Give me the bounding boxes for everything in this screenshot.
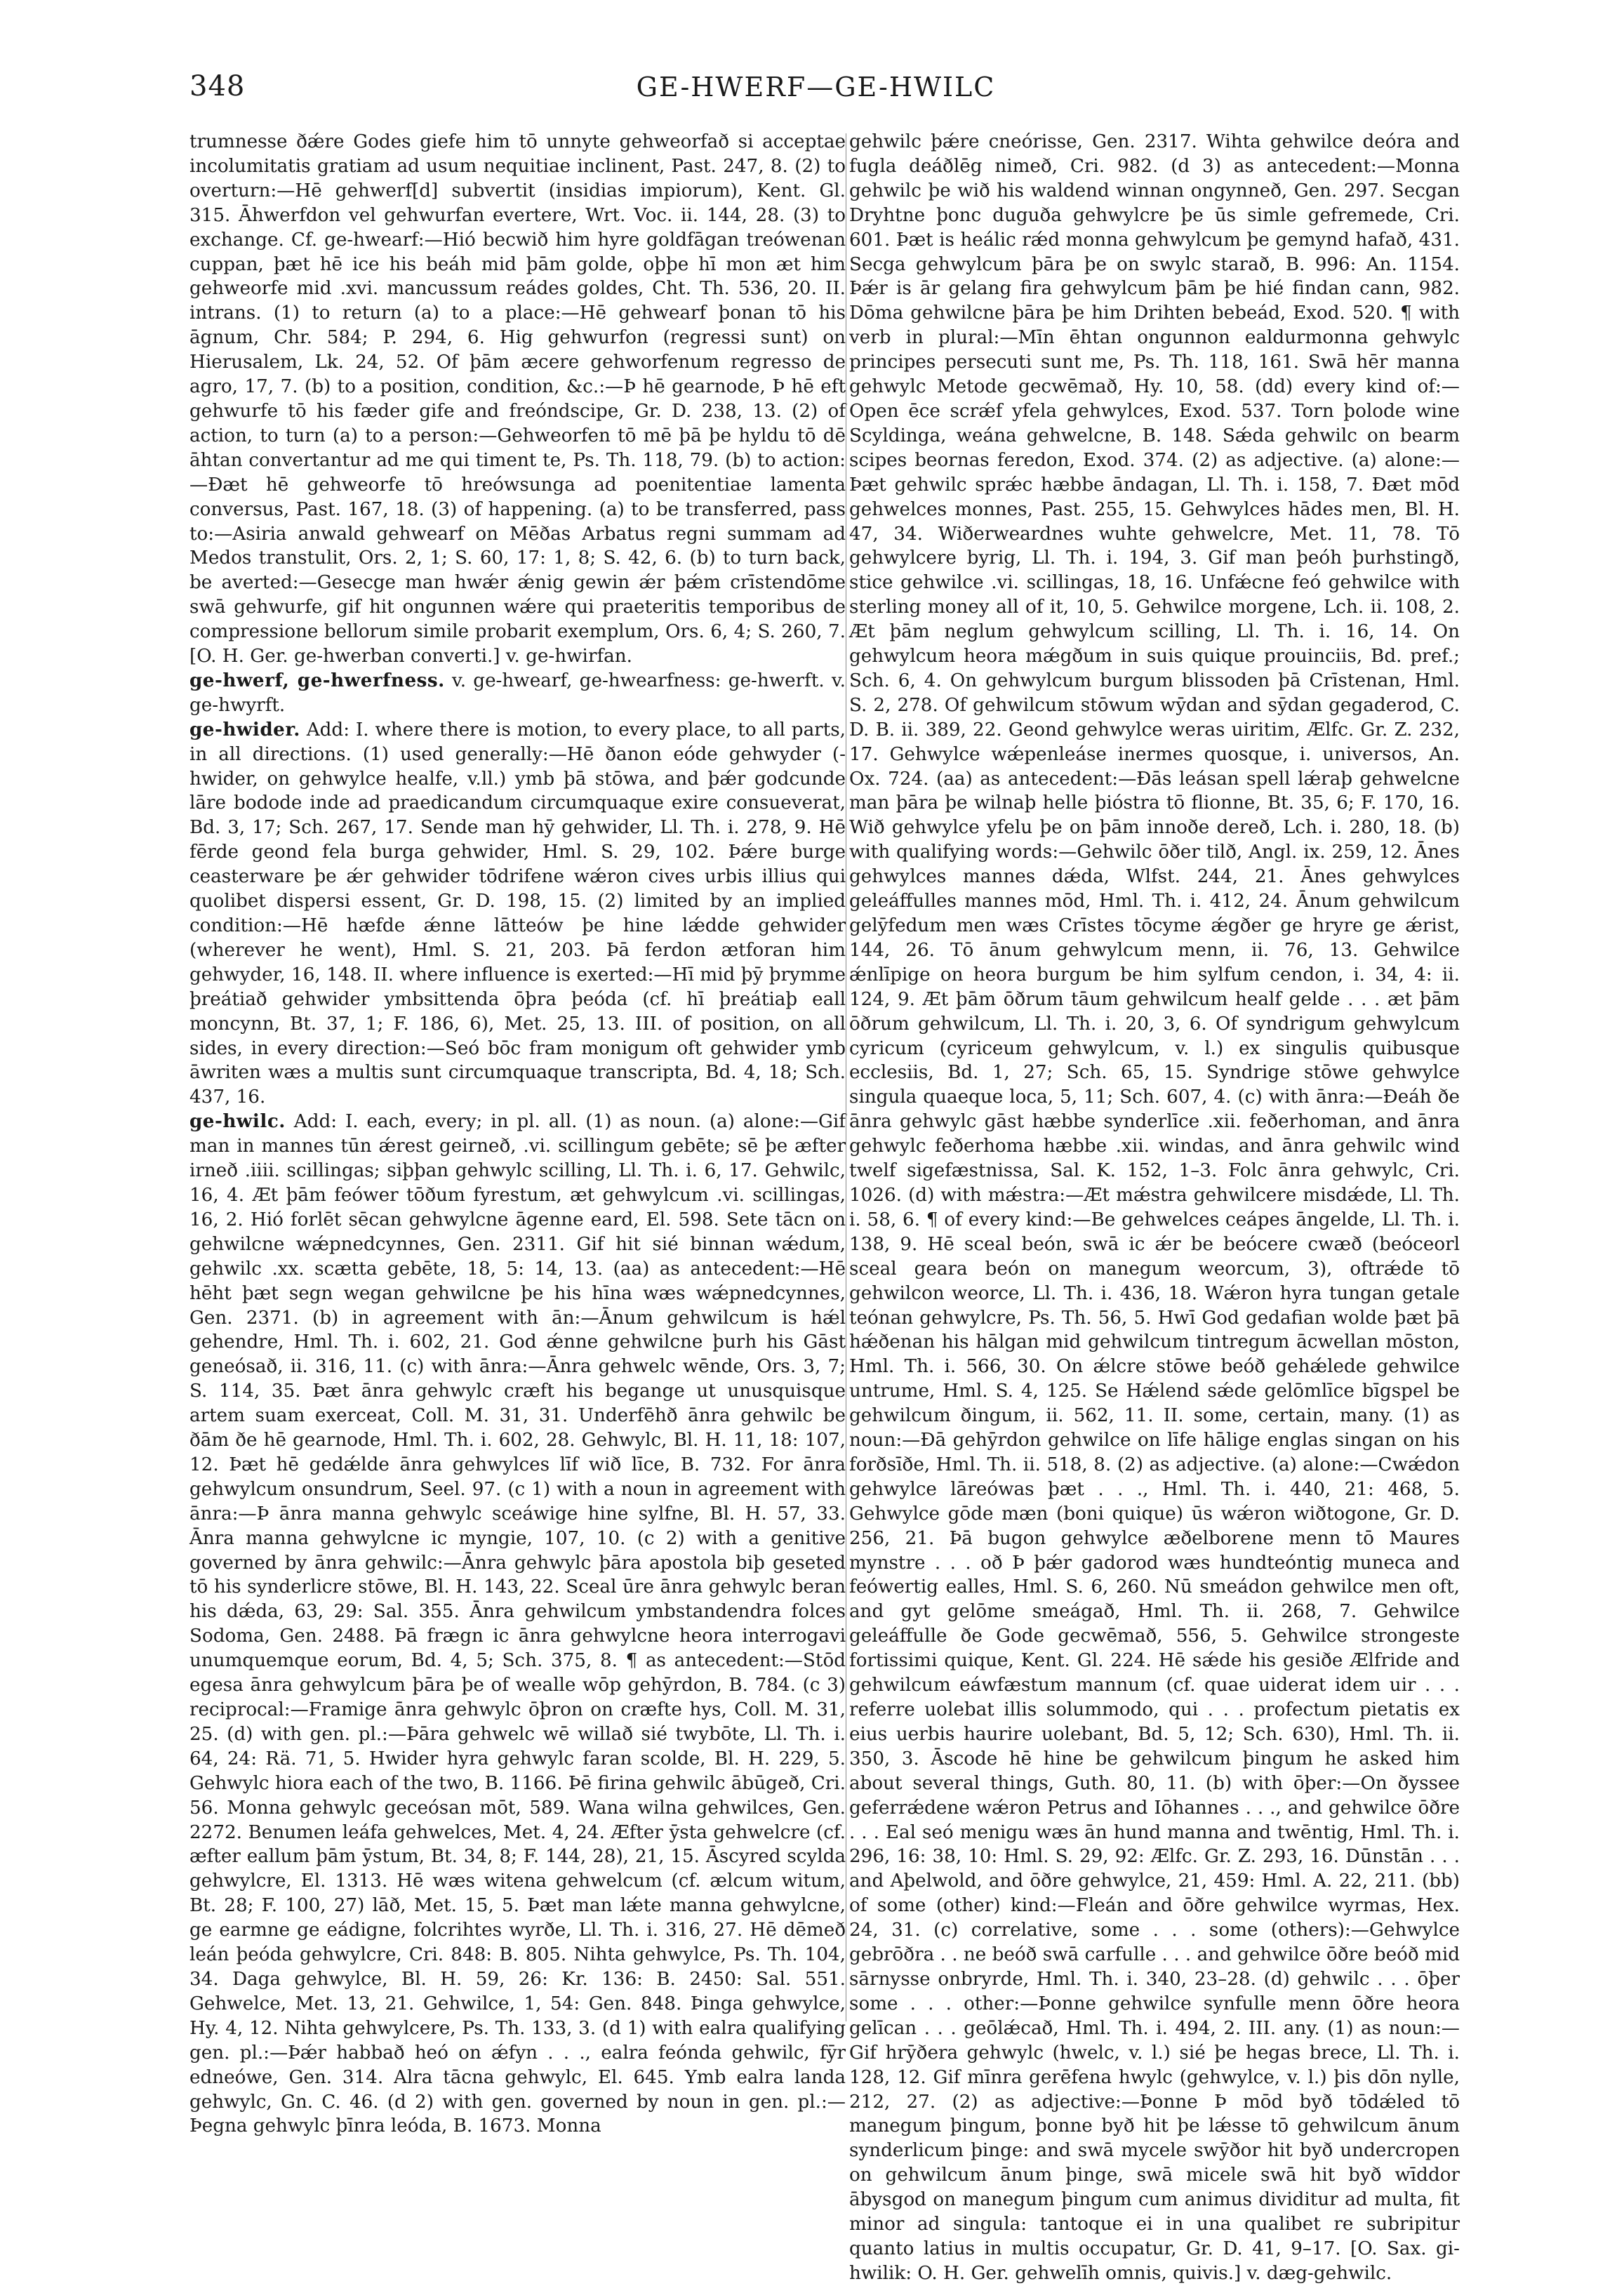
page-header [189,70,1442,119]
entry-continuation [849,130,1460,2286]
entry-headword: ge-hwider. [189,718,300,740]
entry-text: trumnesse ðǽre Godes giefe him tō unnyte gehweorfað si acceptae incolumitatis gratiam ad usum nequitiae inclinent, Past. 247, 8. (2) to overturn:—Hē gehwerf[d] subvertit (insidias impiorum), Kent. Gl. 315. Āhwerfdon vel gehwurfan evertere, Wrt. Voc. ii. 144, 28. (3) to exchange. Cf. ge-hwearf:—Hió becwið him hyre goldfāgan treówenan cuppan, þæt hē ice his beáh mid þām golde, oþþe hī mon æt him gehweorfe mid .xvi. mancussum reádes goldes, Cht. Th. 536, 20. II. intrans. (1) to return (a) to a place:—Hē gehwearf þonan tō his āgnum, Chr. 584; P. 294, 6. Hig gehwurfon (regressi sunt) on Hierusalem, Lk. 24, 52. Of þām æcere gehworfenum regresso de agro, 17, 7. (b) to a position, condition, &c.:—Þ hē gearnode, Þ hē eft gehwurfe tō his fæder gife and freóndscipe, Gr. D. 238, 13. (2) of action, to turn (a) to a person:—Gehweorfen tō mē þā þe hyldu tō dē āhtan convertantur ad me qui timent te, Ps. Th. 118, 79. (b) to action:—Ðæt hē gehweorfe tō hreówsunga ad poenitentiae lamenta conversus, Past. 167, 18. (3) of happening. (a) to be transferred, pass to:—Asiria anwald gehwearf on Mēðas Arbatus regni summam ad Medos transtulit, Ors. 2, 1; S. 60, 17: 1, 8; S. 42, 6. (b) to turn back, be averted:—Gesecge man hwǽr ǽnig gewin ǽr þǽm crīstendōme swā gehwurfe, gif hit ongunnen wǽre qui praeteritis temporibus de compressione bellorum simile probarit exemplum, Ors. 6, 4; S. 260, 7. [O. H. Ger. ge-hwerban converti.] v. ge-hwirfan. [189,131,846,667]
dictionary-entry [189,718,846,1110]
left-column [189,130,846,2137]
entry-text: Add: I. each, every; in pl. all. (1) as noun. (a) alone:—Gif man in mannes tūn ǽrest geirneð, .vi. scillingum gebēte; sē þe æfter irneð .iiii. scillingas; siþþan gehwylc scilling, Ll. Th. i. 6, 17. Gehwilc, 16, 4. Æt þām feówer tōðum fyrestum, æt gehwylcum .vi. scillingas, 16, 2. Hió forlēt sēcan gehwylcne āgenne eard, El. 598. Sete tācn on gehwilcne wǽpnedcynnes, Gen. 2311. Gif hit sié binnan wǽdum, gehwilc .xx. scætta gebēte, 18, 5: 14, 13. (aa) as antecedent:—Hē hēht þæt segn wegan gehwilcne þe his hīna wæs wǽpnedcynnes, Gen. 2371. (b) in agreement with ān:—Ānum gehwilcum is hǽl gehendre, Hml. Th. i. 602, 21. God ǽnne gehwilcne þurh his Gāst geneósað, ii. 316, 11. (c) with ānra:—Ānra gehwelc wēnde, Ors. 3, 7; S. 114, 35. Þæt ānra gehwylc cræft his begange ut unusquisque artem suam exerceat, Coll. M. 31, 31. Underfēhð ānra gehwilc be ðām ðe hē gearnode, Hml. Th. i. 602, 28. Gehwylc, Bl. H. 11, 18: 107, 12. Þæt hē gedǽlde ānra gehwylces līf wið līce, B. 732. For ānra gehwylcum onsundrum, Seel. 97. (c 1) with a noun in agreement with ānra:—Þ ānra manna gehwylc sceáwige hine sylfne, Bl. H. 57, 33. Ānra manna gehwylcne ic myngie, 107, 10. (c 2) with a genitive governed by ānra gehwilc:—Ānra gehwylc þāra apostola biþ geseted tō his synderlicre stōwe, Bl. H. 143, 22. Sceal ūre ānra gehwylc beran his dǽda, 63, 29: Sal. 355. Ānra gehwilcum ymbstandendra folces Sodoma, Gen. 2488. Þā frægn ic ānra gehwylcne heora interrogavi unumquemque eorum, Bd. 4, 5; Sch. 375, 8. ¶ as antecedent:—Stōd egesa ānra gehwylcum þāra þe of wealle wōp gehȳrdon, B. 784. (c 3) reciprocal:—Framige ānra gehwylc ōþron on cræfte hys, Coll. M. 31, 25. (d) with gen. pl.:—Þāra gehwelc wē willað sié twybōte, Ll. Th. i. 64, 24: Rä. 71, 5. Hwider hyra gehwylc faran scolde, Bl. H. 229, 5. Gehwylc hiora each of the two, B. 1166. Þē firina gehwilc ābūgeð, Cri. 56. Monna gehwylc geceósan mōt, 589. Wana wilna gehwilces, Gen. 2272. Benumen leáfa gehwelces, Met. 4, 24. Æfter ȳsta gehwelcre (cf. æfter eallum þām ȳstum, Bt. 34, 8; F. 144, 28), 21, 15. Āscyred scylda gehwylcre, El. 1313. Hē wæs witena gehwelcum (cf. ælcum witum, Bt. 28; F. 100, 27) lāð, Met. 15, 5. Þæt man lǽte manna gehwylcne, ge earmne ge eádigne, folcrihtes wyrðe, Ll. Th. i. 316, 27. Hē dēmeð leán þeóda gehwylcre, Cri. 848: B. 805. Nihta gehwylce, Ps. Th. 104, 34. Daga gehwylce, Bl. H. 59, 26: Kr. 136: B. 2450: Sal. 551. Gehwelce, Met. 13, 21. Gehwilce, 1, 54: Gen. 848. Þinga gehwylce, Hy. 4, 12. Nihta gehwylcere, Ps. Th. 133, 3. (d 1) with ealra qualifying gen. pl.:—Þǽr habbað heó on ǽfyn . . ., ealra feónda gehwilc, fȳr edneówe, Gen. 314. Alra tācna gehwylc, El. 645. Ymb ealra landa gehwylc, Gn. C. 46. (d 2) with gen. governed by noun in gen. pl.:—Þegna gehwylc þīnra leóda, B. 1673. Monna [189,1111,846,2137]
entry-text: gehwilc þǽre cneórisse, Gen. 2317. Wihta gehwilce deóra and fugla deáðlēg nimeð, Cri. 982. (d 3) as antecedent:—Monna gehwilc þe wið his waldend winnan ongynneð, Gen. 297. Secgan Dryhtne þonc duguða gehwylcre þe ūs simle gefremede, Cri. 601. Þæt is heálic rǽd monna gehwylcum þe gemynd hafað, 431. Secga gehwylcum þāra þe on swylc starað, B. 996: An. 1154. Þǽr is ār gelang fira gehwylcum þām þe hié findan cann, 982. Dōma gehwilcne þāra þe him Drihten bebeád, Exod. 520. ¶ with verb in plural:—Mīn ēhtan ongunnon ealdurmonna gehwylc principes persecuti sunt me, Ps. Th. 118, 161. Swā hēr manna gehwylc Metode gecwēmað, Hy. 10, 58. (dd) every kind of:—Open ēce scrǽf yfela gehwylces, Exod. 537. Torn þolode wine Scyldinga, weána gehwelcne, B. 148. Sǽda gehwilc on bearm scipes beornas feredon, Exod. 374. (2) as adjective. (a) alone:—Þæt gehwilc sprǽc hæbbe āndagan, Ll. Th. i. 158, 7. Ðæt mōd gehwelces monnes, Past. 255, 15. Gehwylces hādes men, Bl. H. 47, 34. Wiðerweardnes wuhte gehwelcre, Met. 11, 78. Tō gehwylcere byrig, Ll. Th. i. 194, 3. Gif man þeóh þurhstingð, stice gehwilce .vi. scillingas, 18, 16. Unfǽcne feó gehwilce with sterling money all of it, 10, 5. Gehwilce morgene, Lch. ii. 108, 2. Æt þām neglum gehwylcum scilling, Ll. Th. i. 16, 14. On gehwylcum heora mǽgðum in suis quique prouinciis, Bd. pref.; Sch. 6, 4. On gehwylcum burgum blissoden þā Crīstenan, Hml. S. 2, 278. Of gehwilcum stōwum wȳdan and sȳdan gegaderod, C. D. B. ii. 389, 22. Geond gehwylce weras uiritim, Ælfc. Gr. Z. 232, 17. Gehwylce wǽpenleáse inermes quosque, i. universos, An. Ox. 724. (aa) as antecedent:—Ðās leásan spell lǽraþ gehwelcne man þāra þe wilnaþ helle þióstra tō flionne, Bt. 35, 6; F. 170, 16. Wið gehwylce yfelu þe on þām innoðe dereð, Lch. i. 280, 18. (b) with qualifying words:—Gehwilc ōðer tilð, Angl. ix. 259, 12. Ānes gehwylces mannes dǽda, Wlfst. 244, 21. Ānes gehwylces geleáffulles mannes mōd, Hml. Th. i. 412, 24. Ānum gehwilcum gelȳfedum men wæs Crīstes tōcyme ǽgðer ge hryre ge ǽrist, 144, 26. Tō ānum gehwylcum menn, ii. 76, 13. Gehwilce ǽnlīpige on heora burgum be him sylfum cendon, i. 34, 4: ii. 124, 9. Æt þām ōðrum tāum gehwilcum healf gelde . . . æt þām ōðrum gehwilcum, Ll. Th. i. 20, 3, 6. Of syndrigum gehwylcum cyricum (cyriceum gehwylcum, v. l.) ex singulis quibusque ecclesiis, Bd. 1, 27; Sch. 65, 15. Syndrige stōwe gehwylce singula quaeque loca, 5, 11; Sch. 607, 4. (c) with ānra:—Ðeáh ðe ānra gehwylc gāst hæbbe synderlīce .xii. feðerhoman, and ānra gehwylc feðerhoma hæbbe .xii. windas, and ānra gehwilc wind twelf sigefæstnissa, Sal. K. 152, 1–3. Folc ānra gehwylc, Cri. 1026. (d) with mǽstra:—Æt mǽstra gehwilcere misdǽde, Ll. Th. i. 58, 6. ¶ of every kind:—Be gehwelces ceápes āngelde, Ll. Th. i. 138, 9. Hē sceal beón, swā ic ǽr be beócere cwæð (beóceorl sceal geara beón on manegum weorcum, 3), oftrǽde tō gehwilcon weorce, Ll. Th. i. 436, 18. Wǽron hyra tungan getale teónan gehwylcre, Ps. Th. 56, 5. Hwī God gedafian wolde þæt þā hǽðenan his hālgan mid gehwilcum tintregum ācwellan mōston, Hml. Th. i. 566, 30. On ǽlcre stōwe beóð gehǽlede gehwilce untrume, Hml. S. 4, 125. Se Hǽlend sǽde gelōmlīce bīgspel be gehwilcum ðingum, ii. 562, 11. II. some, certain, many. (1) as noun:—Ðā gehȳrdon gehwilce on līfe hālige englas singan on his forðsīðe, Hml. Th. ii. 518, 8. (2) as adjective. (a) alone:—Cwǽdon gehwylce lāreówas þæt . . ., Hml. Th. i. 440, 21: 468, 5. Gehwylce gōde mæn (boni quique) ūs wǽron wiðtogone, Gr. D. 256, 21. Þā bugon gehwylce æðelborene menn tō Maures mynstre . . . oð Þ þǽr gadorod wæs hundteóntig muneca and feówertig ealles, Hml. S. 6, 260. Nū smeádon gehwilce men oft, and gyt gelōme smeágað, Hml. Th. ii. 268, 7. Gehwilce geleáffulle ðe Gode gecwēmað, 556, 5. Gehwilce strongeste fortissimi quique, Kent. Gl. 224. Hē sǽde his gesiðe Ælfride and gehwilcum eáwfæstum mannum (cf. quae uiderat idem uir . . . referre uolebat illis solummodo, qui . . . profectum pietatis ex eius uerbis haurire uolebant, Bd. 5, 12; Sch. 630), Hml. Th. ii. 350, 3. Āscode hē hine be gehwilcum þingum he asked him about several things, Guth. 80, 11. (b) with ōþer:—On ðyssee geferrǽdene wǽron Petrus and Iōhannes . . ., and gehwilce ōðre . . . Eal seó menigu wæs ān hund manna and twēntig, Hml. Th. i. 296, 16: 38, 10: Hml. S. 29, 92: Ælfc. Gr. Z. 293, 16. Dūnstān . . . and Aþelwold, and ōðre gehwylce, 21, 459: Hml. A. 22, 211. (bb) of some (other) kind:—Fleán and ōðre gehwilce wyrmas, Hex. 24, 31. (c) correlative, some . . . some (others):—Gehwylce gebrōðra . . ne beóð swā carfulle . . . and gehwilce ōðre beóð mid sārnysse onbryrde, Hml. Th. i. 340, 23–28. (d) gehwilc . . . ōþer some . . . other:—Þonne gehwilce synfulle menn ōðre heora gelīcan . . . geōlǽcað, Hml. Th. i. 494, 2. III. any. (1) as noun:—Gif hrȳðera gehwylc (hwelc, v. l.) sié þe hegas brece, Ll. Th. i. 128, 12. Gif mīnra gerēfena hwylc (gehwylce, v. l.) þis dōn nylle, 212, 27. (2) as adjective:—Þonne Þ mōd byð tōdǽled tō manegum þingum, þonne byð hit þe lǽsse tō gehwilcum ānum synderlicum þinge: and swā mycele swȳðor hit byð undercropen on gehwilcum ānum þinge, swā micele swā hit byð wīddor ābysgod on manegum þingum cum animus dividitur ad multa, fit minor ad singula: tantoque ei in una qualibet re subripitur quanto latius in multis occupatur, Gr. D. 41, 9–17. [O. Sax. gi-hwilik: O. H. Ger. gehwelīh omnis, quivis.] v. dæg-gehwilc. [849,131,1460,2284]
page-number: 348 [189,70,246,102]
dictionary-entry [189,1110,846,2139]
entry-headword: ge-hwerf, ge-hwerfness. [189,669,445,691]
dictionary-entry [189,669,846,718]
entry-continuation [189,130,846,669]
right-column [849,130,1460,2284]
entry-text: v. ge-hwearf, ge-hwearfness: ge-hwerft. v. ge-hwyrft. [189,670,846,716]
entry-headword: ge-hwilc. [189,1110,286,1133]
running-head: GE-HWERF—GE-HWILC [636,72,996,102]
entry-text: Add: I. where there is motion, to every place, to all parts, in all directions. (1) used generally:—Hē ðanon eóde gehwyder (-hwider, on gehwylce healfe, v.ll.) ymb þā stōwa, and þǽr godcunde lāre bodode inde ad praedicandum circumquaque exire consueverat, Bd. 3, 17; Sch. 267, 17. Sende man hȳ gehwider, Ll. Th. i. 278, 9. Hē fērde geond fela burga gehwider, Hml. S. 29, 102. Þǽre burge ceasterware þe ǽr gehwider tōdrifene wǽron cives urbis illius qui quolibet dispersi essent, Gr. D. 198, 15. (2) limited by an implied condition:—Hē hæfde ǽnne lātteów þe hine lǽdde gehwider (wherever he went), Hml. S. 21, 203. Þā ferdon ætforan him gehwyder, 16, 148. II. where influence is exerted:—Hī mid þȳ þrymme þreátiað gehwider ymbsittenda ōþra þeóda (cf. hī þreátiaþ eall moncynn, Bt. 37, 1; F. 186, 6), Met. 25, 13. III. of position, on all sides, in every direction:—Seó bōc fram monigum oft gehwider ymb āwriten wæs a multis sunt circumquaque transcripta, Bd. 4, 18; Sch. 437, 16. [189,719,846,1108]
